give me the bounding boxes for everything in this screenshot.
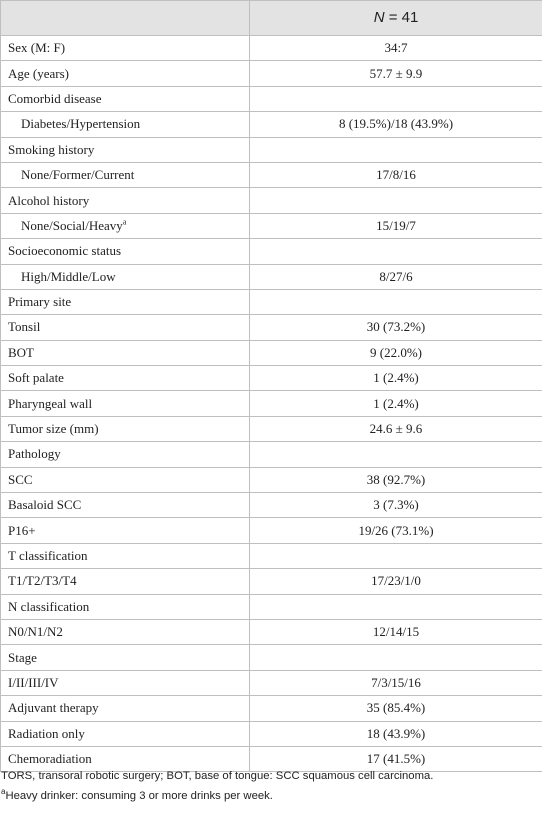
row-label-cell	[1, 645, 250, 670]
row-value-cell: 9 (22.0%)	[250, 340, 542, 365]
header-n-symbol: N	[373, 9, 385, 26]
table-header-row	[1, 1, 542, 36]
row-label-cell	[1, 442, 250, 467]
header-n-cell	[250, 1, 542, 36]
row-label: Pharyngeal wall	[8, 395, 93, 411]
row-label-cell	[1, 696, 250, 721]
row-label-cell	[1, 391, 250, 416]
row-label: Diabetes/Hypertension	[21, 116, 141, 132]
table-row	[1, 645, 542, 670]
table-row	[1, 162, 542, 187]
row-value-cell: 57.7 ± 9.9	[250, 61, 542, 86]
row-label: Basaloid SCC	[8, 497, 82, 513]
table-row	[1, 416, 542, 441]
row-value-cell	[250, 594, 542, 619]
table-row	[1, 289, 542, 314]
row-label-cell	[1, 36, 250, 61]
table-footnotes	[1, 768, 541, 804]
row-value-cell: 3 (7.3%)	[250, 493, 542, 518]
row-value-cell: 1 (2.4%)	[250, 366, 542, 391]
row-value-cell: 8/27/6	[250, 264, 542, 289]
row-label-cell	[1, 289, 250, 314]
row-value-cell: 17/8/16	[250, 162, 542, 187]
table-row	[1, 670, 542, 695]
row-value-cell	[250, 289, 542, 314]
row-value-cell: 24.6 ± 9.6	[250, 416, 542, 441]
row-label: Radiation only	[8, 725, 85, 741]
table-row	[1, 721, 542, 746]
row-value-cell: 35 (85.4%)	[250, 696, 542, 721]
row-label: Sex (M: F)	[8, 40, 66, 56]
table-row	[1, 518, 542, 543]
row-value-cell: 17/23/1/0	[250, 569, 542, 594]
row-label: High/Middle/Low	[21, 268, 116, 284]
table-row	[1, 315, 542, 340]
row-label: Chemoradiation	[8, 751, 92, 767]
row-label-cell	[1, 594, 250, 619]
row-label-cell	[1, 239, 250, 264]
row-label-cell	[1, 61, 250, 86]
table-row	[1, 239, 542, 264]
row-label-cell	[1, 188, 250, 213]
row-value-cell: 18 (43.9%)	[250, 721, 542, 746]
table-row	[1, 619, 542, 644]
row-value-cell: 30 (73.2%)	[250, 315, 542, 340]
row-value-cell	[250, 188, 542, 213]
table-row	[1, 569, 542, 594]
row-label: SCC	[8, 471, 33, 487]
row-label: Tumor size (mm)	[8, 421, 99, 437]
table-row	[1, 86, 542, 111]
row-value-cell: 34:7	[250, 36, 542, 61]
row-label-cell	[1, 493, 250, 518]
row-value-cell: 17 (41.5%)	[250, 746, 542, 771]
footnote-abbreviations: TORS, transoral robotic surgery; BOT, base of tongue: SCC squamous cell carcinoma.	[1, 770, 434, 782]
table-row	[1, 112, 542, 137]
row-value-cell: 7/3/15/16	[250, 670, 542, 695]
row-label: P16+	[8, 522, 36, 538]
row-value-cell	[250, 442, 542, 467]
row-label: N classification	[8, 598, 90, 614]
table-row	[1, 61, 542, 86]
row-label: None/Former/Current	[21, 167, 135, 183]
table-row	[1, 391, 542, 416]
row-label-cell	[1, 569, 250, 594]
row-label: Pathology	[8, 446, 61, 462]
row-label: Stage	[8, 649, 37, 665]
row-label: N0/N1/N2	[8, 624, 63, 640]
row-label-cell	[1, 670, 250, 695]
row-label: I/II/III/IV	[8, 674, 59, 690]
row-label: Alcohol history	[8, 192, 90, 208]
header-blank-cell	[1, 1, 250, 36]
row-value-cell: 1 (2.4%)	[250, 391, 542, 416]
row-value-cell	[250, 239, 542, 264]
row-label-cell	[1, 721, 250, 746]
row-value-cell: 8 (19.5%)/18 (43.9%)	[250, 112, 542, 137]
row-label: Primary site	[8, 294, 72, 310]
row-value-cell	[250, 543, 542, 568]
row-label-cell	[1, 112, 250, 137]
footnote-marker: a	[1, 787, 6, 797]
row-value-cell	[250, 86, 542, 111]
row-label: Soft palate	[8, 370, 64, 386]
table-row	[1, 264, 542, 289]
row-label-cell	[1, 213, 250, 238]
row-label-cell	[1, 543, 250, 568]
table-row	[1, 36, 542, 61]
table-row	[1, 213, 542, 238]
table-row	[1, 188, 542, 213]
row-value-cell	[250, 645, 542, 670]
row-label: None/Social/Heavy	[21, 217, 123, 233]
table-row	[1, 340, 542, 365]
row-label-cell	[1, 162, 250, 187]
row-label-cell	[1, 619, 250, 644]
row-value-cell: 38 (92.7%)	[250, 467, 542, 492]
row-label-cell	[1, 137, 250, 162]
header-n-value: = 41	[384, 9, 419, 26]
row-label-cell	[1, 340, 250, 365]
footnote-heavy-text: Heavy drinker: consuming 3 or more drinks per week.	[5, 790, 273, 802]
table-row	[1, 366, 542, 391]
row-value-cell: 15/19/7	[250, 213, 542, 238]
footnote-heavy-drinker	[1, 788, 541, 804]
row-label-cell	[1, 86, 250, 111]
table-row	[1, 543, 542, 568]
table-row	[1, 467, 542, 492]
row-label: Comorbid disease	[8, 90, 102, 106]
row-label-cell	[1, 518, 250, 543]
table-row	[1, 442, 542, 467]
row-label: T classification	[8, 548, 88, 563]
row-label: Smoking history	[8, 141, 95, 157]
row-value-cell: 19/26 (73.1%)	[250, 518, 542, 543]
row-label: T1/T2/T3/T4	[8, 573, 77, 589]
table-row	[1, 696, 542, 721]
row-label-cell	[1, 416, 250, 441]
table-row	[1, 137, 542, 162]
row-label-cell	[1, 366, 250, 391]
row-label: Age (years)	[8, 65, 69, 81]
table-row	[1, 594, 542, 619]
row-label-cell	[1, 315, 250, 340]
table-row	[1, 493, 542, 518]
row-label: Tonsil	[8, 319, 41, 335]
row-label: Socioeconomic status	[8, 243, 122, 259]
row-label-footnote-marker: a	[122, 217, 127, 227]
row-value-cell	[250, 137, 542, 162]
table-body	[1, 36, 542, 772]
row-value-cell: 12/14/15	[250, 619, 542, 644]
row-label-cell	[1, 264, 250, 289]
row-label: BOT	[8, 344, 34, 360]
row-label-cell	[1, 467, 250, 492]
row-label: Adjuvant therapy	[8, 700, 99, 716]
